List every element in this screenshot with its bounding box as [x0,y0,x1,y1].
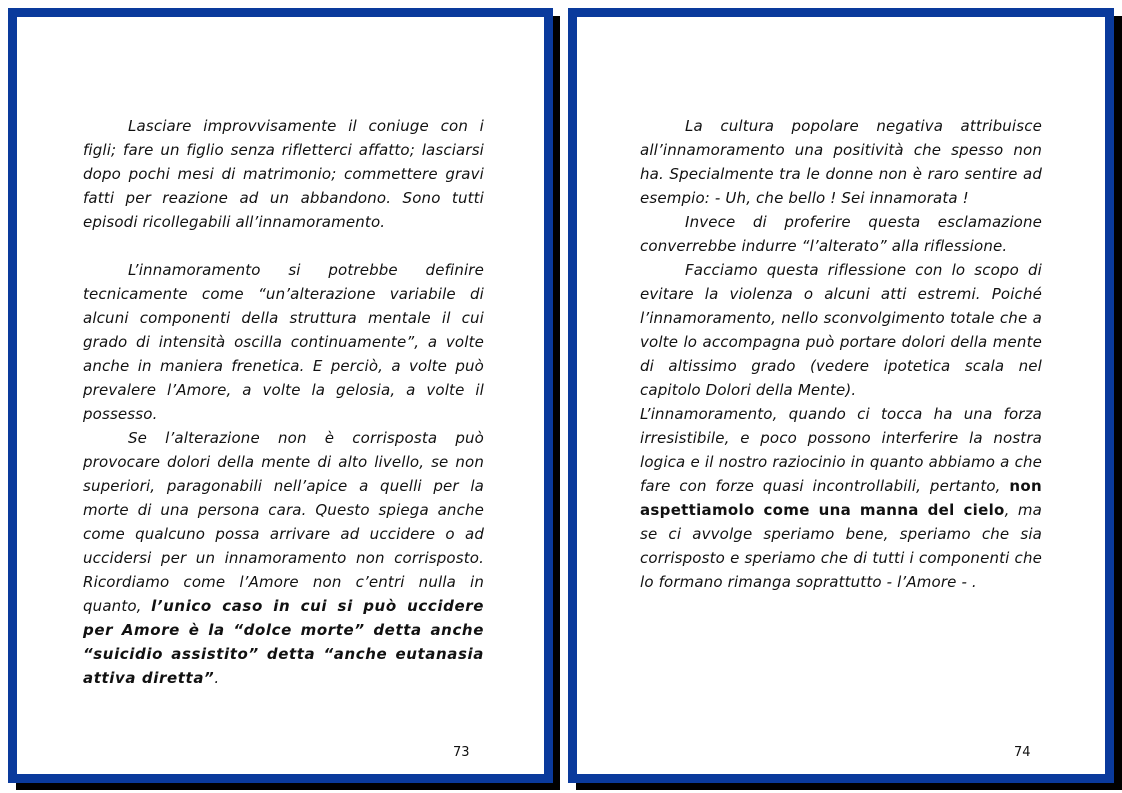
right-page [568,8,1114,783]
page-number-left: 73 [453,745,470,760]
left-page [8,8,553,783]
right-paragraph-1: La cultura popolare negativa attribuisce all’innamoramento una positività che spesso non ha. Specialmente tra le donne non è raro sentire ad esempio: - Uh, che bello ! Sei innamorata ! [640,117,1042,207]
right-paragraph-4-emphasis: non aspettiamolo come una manna del cielo [640,477,1042,519]
right-paragraph-4-end: , ma se ci avvolge speriamo bene, speriamo che sia corrisposto e speriamo che di tutti i componenti che lo formano rimanga soprattutto - l’Amore - . [640,501,1042,591]
left-page-text [83,114,484,690]
left-paragraph-3-end: . [214,669,220,687]
left-paragraph-3-emphasis: l’unico caso in cui si può uccidere per Amore è la “dolce morte” detta anche “suicidio assistito” detta “anche eutanasia attiva diretta” [83,597,484,687]
right-paragraph-3: Facciamo questa riflessione con lo scopo di evitare la violenza o alcuni atti estremi. Poiché l’innamoramento, nello sconvolgimento totale che a volte lo accompagna può portare dolori della mente di altissimo grado (vedere ipotetica scala nel capitolo Dolori della Mente). [640,261,1042,399]
left-paragraph-3 [83,426,484,690]
right-paragraph-2: Invece di proferire questa esclamazione converrebbe indurre “l’alterato” alla riflessione. [640,213,1042,255]
paragraph-gap [83,234,484,258]
right-paragraph-4 [640,402,1042,594]
left-paragraph-3-start: Se l’alterazione non è corrisposta può provocare dolori della mente di alto livello, se non superiori, paragonabili nell’apice a quelli per la morte di una persona cara. Questo spiega anche come qualcuno possa arrivare ad uccidere o ad uccidersi per un innamoramento non corrisposto. Ricordiamo come l’Amore non c’entri nulla in quanto, [83,429,484,615]
left-paragraph-2: L’innamoramento si potrebbe definire tecnicamente come “un’alterazione variabile di alcuni componenti della struttura mentale il cui grado di intensità oscilla continuamente”, a volte anche in maniera frenetica. E perciò, a volte può prevalere l’Amore, a volte la gelosia, a volte il possesso. [83,261,484,423]
left-paragraph-1: Lasciare improvvisamente il coniuge con i figli; fare un figlio senza rifletterci affatto; lasciarsi dopo pochi mesi di matrimonio; commettere gravi fatti per reazione ad un abbandono. Sono tutti episodi ricollegabili all’innamoramento. [83,117,484,231]
right-page-text [640,114,1042,594]
page-number-right: 74 [1014,745,1031,760]
right-paragraph-4-start: L’innamoramento, quando ci tocca ha una forza irresistibile, e poco possono interferire la nostra logica e il nostro raziocinio in quanto abbiamo a che fare con forze quasi incontrollabili, pertanto, [640,405,1042,495]
